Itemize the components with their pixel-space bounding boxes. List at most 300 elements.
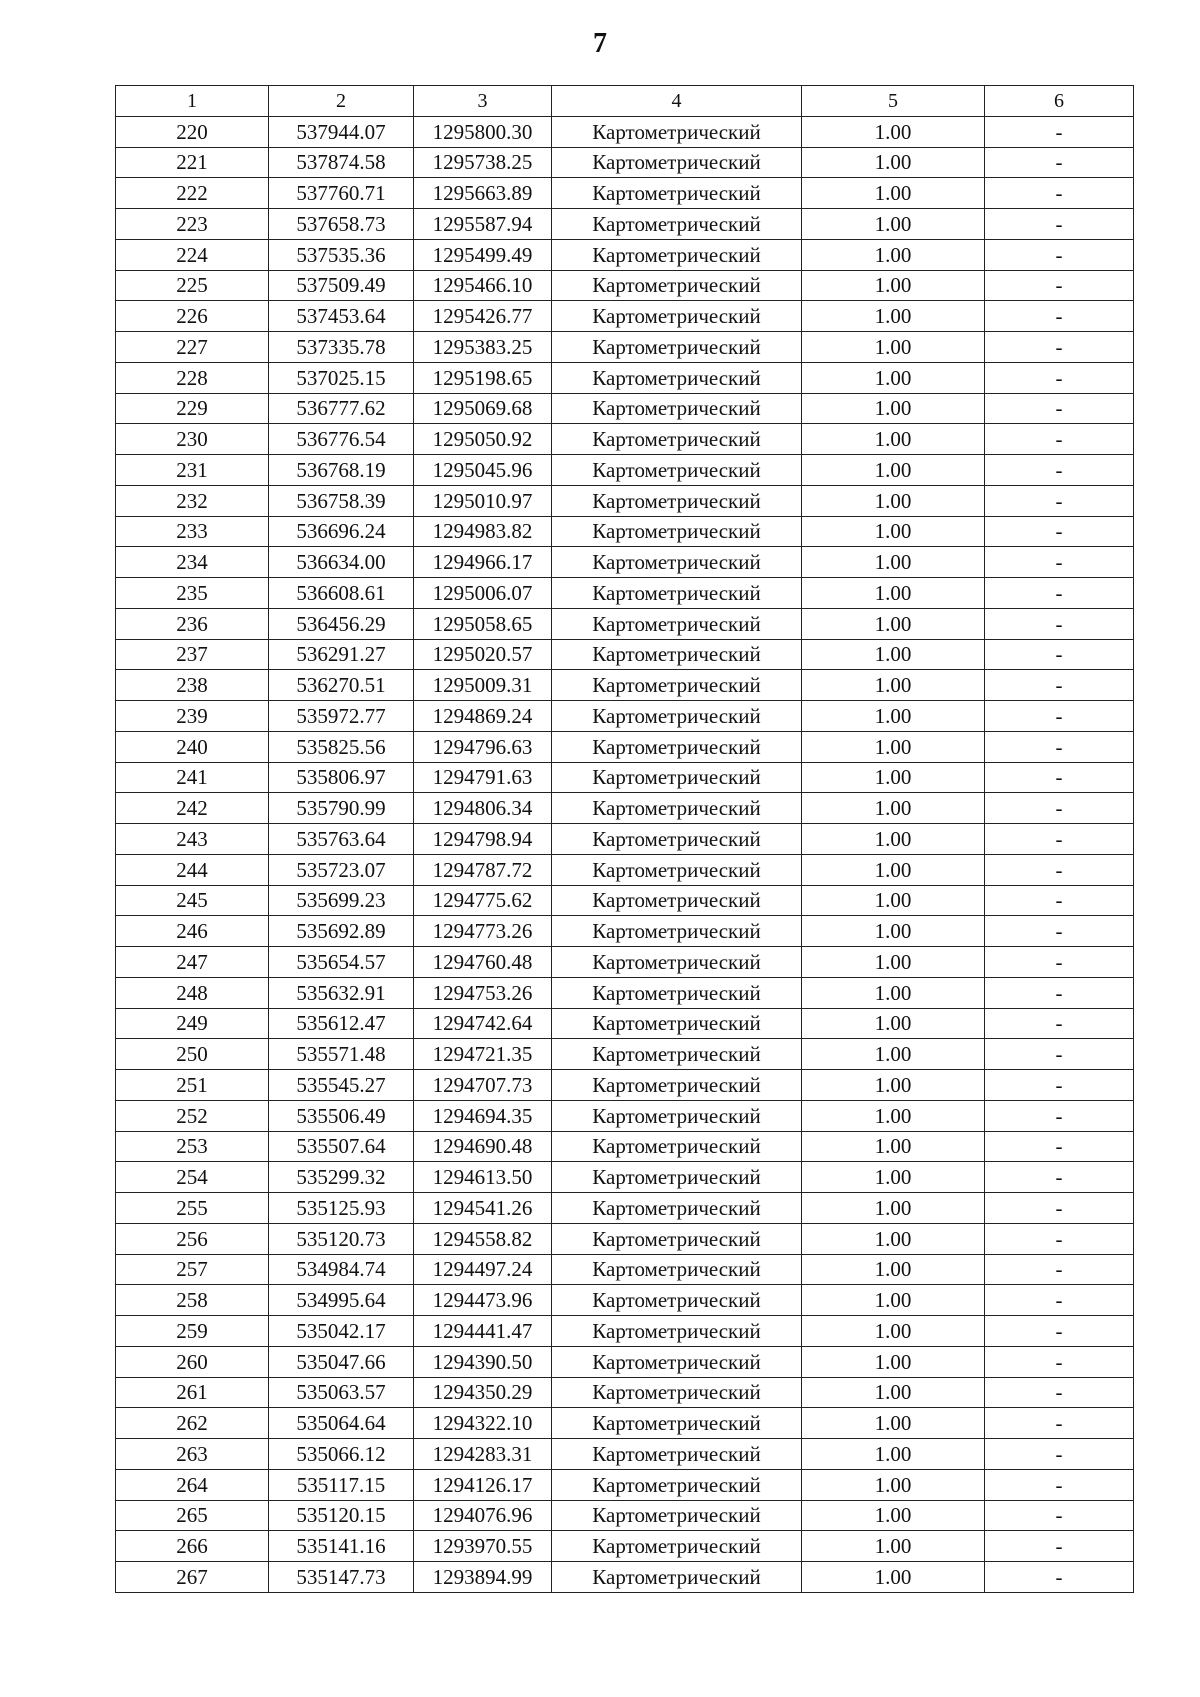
accuracy-cell: 1.00 <box>802 916 985 947</box>
accuracy-cell: 1.00 <box>802 209 985 240</box>
accuracy-cell: 1.00 <box>802 1254 985 1285</box>
point-number-cell: 260 <box>116 1346 269 1377</box>
description-cell: - <box>985 485 1134 516</box>
description-cell: - <box>985 1070 1134 1101</box>
description-cell: - <box>985 1500 1134 1531</box>
point-number-cell: 232 <box>116 485 269 516</box>
method-cell: Картометрический <box>552 178 802 209</box>
method-cell: Картометрический <box>552 731 802 762</box>
description-cell: - <box>985 1100 1134 1131</box>
accuracy-cell: 1.00 <box>802 424 985 455</box>
point-number-cell: 267 <box>116 1562 269 1593</box>
x-coordinate-cell: 537874.58 <box>269 147 414 178</box>
table-row <box>116 1377 1134 1408</box>
x-coordinate-cell: 535066.12 <box>269 1439 414 1470</box>
method-cell: Картометрический <box>552 1346 802 1377</box>
x-coordinate-cell: 535790.99 <box>269 793 414 824</box>
y-coordinate-cell: 1293894.99 <box>414 1562 552 1593</box>
method-cell: Картометрический <box>552 977 802 1008</box>
method-cell: Картометрический <box>552 547 802 578</box>
point-number-cell: 244 <box>116 854 269 885</box>
accuracy-cell: 1.00 <box>802 147 985 178</box>
table-row <box>116 701 1134 732</box>
point-number-cell: 245 <box>116 885 269 916</box>
table-row <box>116 1500 1134 1531</box>
coordinates-table <box>115 85 1134 1593</box>
table-row <box>116 731 1134 762</box>
method-cell: Картометрический <box>552 701 802 732</box>
method-cell: Картометрический <box>552 824 802 855</box>
point-number-cell: 235 <box>116 578 269 609</box>
header-row <box>116 86 1134 117</box>
accuracy-cell: 1.00 <box>802 608 985 639</box>
table-row <box>116 1439 1134 1470</box>
x-coordinate-cell: 537658.73 <box>269 209 414 240</box>
accuracy-cell: 1.00 <box>802 332 985 363</box>
description-cell: - <box>985 301 1134 332</box>
point-number-cell: 246 <box>116 916 269 947</box>
table-row <box>116 424 1134 455</box>
method-cell: Картометрический <box>552 793 802 824</box>
y-coordinate-cell: 1294541.26 <box>414 1193 552 1224</box>
description-cell: - <box>985 670 1134 701</box>
table-row <box>116 209 1134 240</box>
method-cell: Картометрический <box>552 209 802 240</box>
table-row <box>116 332 1134 363</box>
x-coordinate-cell: 535632.91 <box>269 977 414 1008</box>
accuracy-cell: 1.00 <box>802 1039 985 1070</box>
y-coordinate-cell: 1294869.24 <box>414 701 552 732</box>
y-coordinate-cell: 1294721.35 <box>414 1039 552 1070</box>
y-coordinate-cell: 1294441.47 <box>414 1316 552 1347</box>
header-cell: 2 <box>269 86 414 117</box>
method-cell: Картометрический <box>552 1254 802 1285</box>
y-coordinate-cell: 1295058.65 <box>414 608 552 639</box>
table-header <box>116 86 1134 117</box>
point-number-cell: 222 <box>116 178 269 209</box>
description-cell: - <box>985 608 1134 639</box>
x-coordinate-cell: 537335.78 <box>269 332 414 363</box>
page-number: 7 <box>593 28 607 59</box>
point-number-cell: 253 <box>116 1131 269 1162</box>
table-row <box>116 455 1134 486</box>
description-cell: - <box>985 547 1134 578</box>
table-row <box>116 547 1134 578</box>
method-cell: Картометрический <box>552 393 802 424</box>
x-coordinate-cell: 535763.64 <box>269 824 414 855</box>
description-cell: - <box>985 1131 1134 1162</box>
y-coordinate-cell: 1294390.50 <box>414 1346 552 1377</box>
table-row <box>116 1531 1134 1562</box>
table-row <box>116 854 1134 885</box>
x-coordinate-cell: 534984.74 <box>269 1254 414 1285</box>
y-coordinate-cell: 1295499.49 <box>414 239 552 270</box>
method-cell: Картометрический <box>552 485 802 516</box>
description-cell: - <box>985 1469 1134 1500</box>
method-cell: Картометрический <box>552 762 802 793</box>
x-coordinate-cell: 534995.64 <box>269 1285 414 1316</box>
point-number-cell: 259 <box>116 1316 269 1347</box>
y-coordinate-cell: 1294787.72 <box>414 854 552 885</box>
point-number-cell: 266 <box>116 1531 269 1562</box>
x-coordinate-cell: 536291.27 <box>269 639 414 670</box>
header-cell: 6 <box>985 86 1134 117</box>
accuracy-cell: 1.00 <box>802 239 985 270</box>
x-coordinate-cell: 536776.54 <box>269 424 414 455</box>
accuracy-cell: 1.00 <box>802 1562 985 1593</box>
y-coordinate-cell: 1294791.63 <box>414 762 552 793</box>
table-row <box>116 947 1134 978</box>
accuracy-cell: 1.00 <box>802 1531 985 1562</box>
x-coordinate-cell: 535117.15 <box>269 1469 414 1500</box>
method-cell: Картометрический <box>552 147 802 178</box>
x-coordinate-cell: 535047.66 <box>269 1346 414 1377</box>
point-number-cell: 254 <box>116 1162 269 1193</box>
accuracy-cell: 1.00 <box>802 178 985 209</box>
accuracy-cell: 1.00 <box>802 1008 985 1039</box>
y-coordinate-cell: 1294690.48 <box>414 1131 552 1162</box>
x-coordinate-cell: 535063.57 <box>269 1377 414 1408</box>
description-cell: - <box>985 977 1134 1008</box>
table-row <box>116 1254 1134 1285</box>
point-number-cell: 238 <box>116 670 269 701</box>
description-cell: - <box>985 639 1134 670</box>
table-row <box>116 1408 1134 1439</box>
x-coordinate-cell: 536777.62 <box>269 393 414 424</box>
y-coordinate-cell: 1294473.96 <box>414 1285 552 1316</box>
description-cell: - <box>985 1008 1134 1039</box>
x-coordinate-cell: 536270.51 <box>269 670 414 701</box>
table-row <box>116 301 1134 332</box>
accuracy-cell: 1.00 <box>802 731 985 762</box>
method-cell: Картометрический <box>552 1439 802 1470</box>
method-cell: Картометрический <box>552 332 802 363</box>
accuracy-cell: 1.00 <box>802 578 985 609</box>
x-coordinate-cell: 537025.15 <box>269 362 414 393</box>
y-coordinate-cell: 1295587.94 <box>414 209 552 240</box>
y-coordinate-cell: 1294760.48 <box>414 947 552 978</box>
point-number-cell: 241 <box>116 762 269 793</box>
description-cell: - <box>985 332 1134 363</box>
accuracy-cell: 1.00 <box>802 977 985 1008</box>
accuracy-cell: 1.00 <box>802 701 985 732</box>
y-coordinate-cell: 1295198.65 <box>414 362 552 393</box>
table-row <box>116 578 1134 609</box>
x-coordinate-cell: 535506.49 <box>269 1100 414 1131</box>
accuracy-cell: 1.00 <box>802 1316 985 1347</box>
method-cell: Картометрический <box>552 1285 802 1316</box>
y-coordinate-cell: 1294775.62 <box>414 885 552 916</box>
accuracy-cell: 1.00 <box>802 485 985 516</box>
y-coordinate-cell: 1295738.25 <box>414 147 552 178</box>
point-number-cell: 264 <box>116 1469 269 1500</box>
point-number-cell: 257 <box>116 1254 269 1285</box>
point-number-cell: 221 <box>116 147 269 178</box>
point-number-cell: 242 <box>116 793 269 824</box>
table-row <box>116 362 1134 393</box>
accuracy-cell: 1.00 <box>802 639 985 670</box>
x-coordinate-cell: 535120.73 <box>269 1223 414 1254</box>
table-row <box>116 824 1134 855</box>
y-coordinate-cell: 1295663.89 <box>414 178 552 209</box>
x-coordinate-cell: 536608.61 <box>269 578 414 609</box>
accuracy-cell: 1.00 <box>802 393 985 424</box>
description-cell: - <box>985 762 1134 793</box>
description-cell: - <box>985 793 1134 824</box>
point-number-cell: 233 <box>116 516 269 547</box>
point-number-cell: 249 <box>116 1008 269 1039</box>
table-row <box>116 270 1134 301</box>
method-cell: Картометрический <box>552 424 802 455</box>
point-number-cell: 240 <box>116 731 269 762</box>
accuracy-cell: 1.00 <box>802 1469 985 1500</box>
accuracy-cell: 1.00 <box>802 1162 985 1193</box>
accuracy-cell: 1.00 <box>802 947 985 978</box>
table-row <box>116 178 1134 209</box>
method-cell: Картометрический <box>552 1408 802 1439</box>
accuracy-cell: 1.00 <box>802 1193 985 1224</box>
method-cell: Картометрический <box>552 885 802 916</box>
point-number-cell: 234 <box>116 547 269 578</box>
description-cell: - <box>985 701 1134 732</box>
x-coordinate-cell: 536758.39 <box>269 485 414 516</box>
method-cell: Картометрический <box>552 1100 802 1131</box>
point-number-cell: 261 <box>116 1377 269 1408</box>
point-number-cell: 263 <box>116 1439 269 1470</box>
x-coordinate-cell: 535692.89 <box>269 916 414 947</box>
y-coordinate-cell: 1294773.26 <box>414 916 552 947</box>
x-coordinate-cell: 537509.49 <box>269 270 414 301</box>
x-coordinate-cell: 535571.48 <box>269 1039 414 1070</box>
table-row <box>116 916 1134 947</box>
x-coordinate-cell: 535723.07 <box>269 854 414 885</box>
accuracy-cell: 1.00 <box>802 1500 985 1531</box>
x-coordinate-cell: 537535.36 <box>269 239 414 270</box>
y-coordinate-cell: 1295069.68 <box>414 393 552 424</box>
point-number-cell: 262 <box>116 1408 269 1439</box>
x-coordinate-cell: 535064.64 <box>269 1408 414 1439</box>
description-cell: - <box>985 209 1134 240</box>
y-coordinate-cell: 1295006.07 <box>414 578 552 609</box>
header-cell: 4 <box>552 86 802 117</box>
x-coordinate-cell: 537453.64 <box>269 301 414 332</box>
y-coordinate-cell: 1293970.55 <box>414 1531 552 1562</box>
description-cell: - <box>985 516 1134 547</box>
point-number-cell: 223 <box>116 209 269 240</box>
method-cell: Картометрический <box>552 854 802 885</box>
y-coordinate-cell: 1294076.96 <box>414 1500 552 1531</box>
table-row <box>116 1162 1134 1193</box>
accuracy-cell: 1.00 <box>802 1070 985 1101</box>
table-row <box>116 670 1134 701</box>
method-cell: Картометрический <box>552 1162 802 1193</box>
method-cell: Картометрический <box>552 1562 802 1593</box>
y-coordinate-cell: 1295383.25 <box>414 332 552 363</box>
description-cell: - <box>985 1162 1134 1193</box>
accuracy-cell: 1.00 <box>802 885 985 916</box>
accuracy-cell: 1.00 <box>802 854 985 885</box>
x-coordinate-cell: 535141.16 <box>269 1531 414 1562</box>
method-cell: Картометрический <box>552 516 802 547</box>
table-row <box>116 1193 1134 1224</box>
description-cell: - <box>985 1439 1134 1470</box>
accuracy-cell: 1.00 <box>802 1377 985 1408</box>
method-cell: Картометрический <box>552 1531 802 1562</box>
table-row <box>116 1346 1134 1377</box>
description-cell: - <box>985 1346 1134 1377</box>
y-coordinate-cell: 1294966.17 <box>414 547 552 578</box>
y-coordinate-cell: 1294798.94 <box>414 824 552 855</box>
point-number-cell: 248 <box>116 977 269 1008</box>
y-coordinate-cell: 1294742.64 <box>414 1008 552 1039</box>
header-cell: 1 <box>116 86 269 117</box>
x-coordinate-cell: 535507.64 <box>269 1131 414 1162</box>
y-coordinate-cell: 1294694.35 <box>414 1100 552 1131</box>
x-coordinate-cell: 536456.29 <box>269 608 414 639</box>
method-cell: Картометрический <box>552 1377 802 1408</box>
description-cell: - <box>985 1039 1134 1070</box>
x-coordinate-cell: 535972.77 <box>269 701 414 732</box>
point-number-cell: 229 <box>116 393 269 424</box>
description-cell: - <box>985 393 1134 424</box>
accuracy-cell: 1.00 <box>802 1408 985 1439</box>
y-coordinate-cell: 1294558.82 <box>414 1223 552 1254</box>
y-coordinate-cell: 1295009.31 <box>414 670 552 701</box>
accuracy-cell: 1.00 <box>802 1131 985 1162</box>
point-number-cell: 255 <box>116 1193 269 1224</box>
method-cell: Картометрический <box>552 916 802 947</box>
point-number-cell: 220 <box>116 116 269 147</box>
point-number-cell: 236 <box>116 608 269 639</box>
description-cell: - <box>985 1254 1134 1285</box>
description-cell: - <box>985 1531 1134 1562</box>
x-coordinate-cell: 536696.24 <box>269 516 414 547</box>
point-number-cell: 247 <box>116 947 269 978</box>
table-row <box>116 1469 1134 1500</box>
description-cell: - <box>985 147 1134 178</box>
x-coordinate-cell: 535612.47 <box>269 1008 414 1039</box>
x-coordinate-cell: 535299.32 <box>269 1162 414 1193</box>
point-number-cell: 243 <box>116 824 269 855</box>
accuracy-cell: 1.00 <box>802 1346 985 1377</box>
y-coordinate-cell: 1294613.50 <box>414 1162 552 1193</box>
description-cell: - <box>985 424 1134 455</box>
method-cell: Картометрический <box>552 301 802 332</box>
table-row <box>116 485 1134 516</box>
description-cell: - <box>985 1193 1134 1224</box>
method-cell: Картометрический <box>552 1316 802 1347</box>
y-coordinate-cell: 1295050.92 <box>414 424 552 455</box>
y-coordinate-cell: 1295800.30 <box>414 116 552 147</box>
x-coordinate-cell: 537760.71 <box>269 178 414 209</box>
y-coordinate-cell: 1295010.97 <box>414 485 552 516</box>
x-coordinate-cell: 537944.07 <box>269 116 414 147</box>
point-number-cell: 250 <box>116 1039 269 1070</box>
y-coordinate-cell: 1294983.82 <box>414 516 552 547</box>
y-coordinate-cell: 1295020.57 <box>414 639 552 670</box>
method-cell: Картометрический <box>552 670 802 701</box>
y-coordinate-cell: 1294707.73 <box>414 1070 552 1101</box>
method-cell: Картометрический <box>552 1008 802 1039</box>
y-coordinate-cell: 1294796.63 <box>414 731 552 762</box>
table-row <box>116 1562 1134 1593</box>
x-coordinate-cell: 535806.97 <box>269 762 414 793</box>
accuracy-cell: 1.00 <box>802 116 985 147</box>
point-number-cell: 252 <box>116 1100 269 1131</box>
header-cell: 3 <box>414 86 552 117</box>
point-number-cell: 256 <box>116 1223 269 1254</box>
method-cell: Картометрический <box>552 362 802 393</box>
point-number-cell: 225 <box>116 270 269 301</box>
table-row <box>116 762 1134 793</box>
x-coordinate-cell: 536634.00 <box>269 547 414 578</box>
x-coordinate-cell: 535825.56 <box>269 731 414 762</box>
header-cell: 5 <box>802 86 985 117</box>
y-coordinate-cell: 1294283.31 <box>414 1439 552 1470</box>
y-coordinate-cell: 1295466.10 <box>414 270 552 301</box>
table-row <box>116 1285 1134 1316</box>
point-number-cell: 237 <box>116 639 269 670</box>
table-row <box>116 1316 1134 1347</box>
table-row <box>116 639 1134 670</box>
method-cell: Картометрический <box>552 1223 802 1254</box>
x-coordinate-cell: 535699.23 <box>269 885 414 916</box>
table-row <box>116 977 1134 1008</box>
description-cell: - <box>985 1562 1134 1593</box>
description-cell: - <box>985 916 1134 947</box>
accuracy-cell: 1.00 <box>802 455 985 486</box>
accuracy-cell: 1.00 <box>802 270 985 301</box>
method-cell: Картометрический <box>552 1500 802 1531</box>
table-body <box>116 116 1134 1592</box>
y-coordinate-cell: 1294322.10 <box>414 1408 552 1439</box>
table-row <box>116 239 1134 270</box>
method-cell: Картометрический <box>552 639 802 670</box>
accuracy-cell: 1.00 <box>802 762 985 793</box>
y-coordinate-cell: 1294753.26 <box>414 977 552 1008</box>
point-number-cell: 226 <box>116 301 269 332</box>
y-coordinate-cell: 1294806.34 <box>414 793 552 824</box>
method-cell: Картометрический <box>552 1131 802 1162</box>
method-cell: Картометрический <box>552 608 802 639</box>
point-number-cell: 265 <box>116 1500 269 1531</box>
description-cell: - <box>985 455 1134 486</box>
point-number-cell: 227 <box>116 332 269 363</box>
accuracy-cell: 1.00 <box>802 362 985 393</box>
accuracy-cell: 1.00 <box>802 301 985 332</box>
y-coordinate-cell: 1295426.77 <box>414 301 552 332</box>
method-cell: Картометрический <box>552 239 802 270</box>
description-cell: - <box>985 362 1134 393</box>
method-cell: Картометрический <box>552 1193 802 1224</box>
method-cell: Картометрический <box>552 947 802 978</box>
method-cell: Картометрический <box>552 455 802 486</box>
description-cell: - <box>985 731 1134 762</box>
point-number-cell: 258 <box>116 1285 269 1316</box>
point-number-cell: 231 <box>116 455 269 486</box>
description-cell: - <box>985 270 1134 301</box>
x-coordinate-cell: 535654.57 <box>269 947 414 978</box>
description-cell: - <box>985 578 1134 609</box>
point-number-cell: 239 <box>116 701 269 732</box>
description-cell: - <box>985 885 1134 916</box>
accuracy-cell: 1.00 <box>802 1100 985 1131</box>
table-row <box>116 1039 1134 1070</box>
accuracy-cell: 1.00 <box>802 516 985 547</box>
description-cell: - <box>985 1285 1134 1316</box>
method-cell: Картометрический <box>552 578 802 609</box>
description-cell: - <box>985 1377 1134 1408</box>
